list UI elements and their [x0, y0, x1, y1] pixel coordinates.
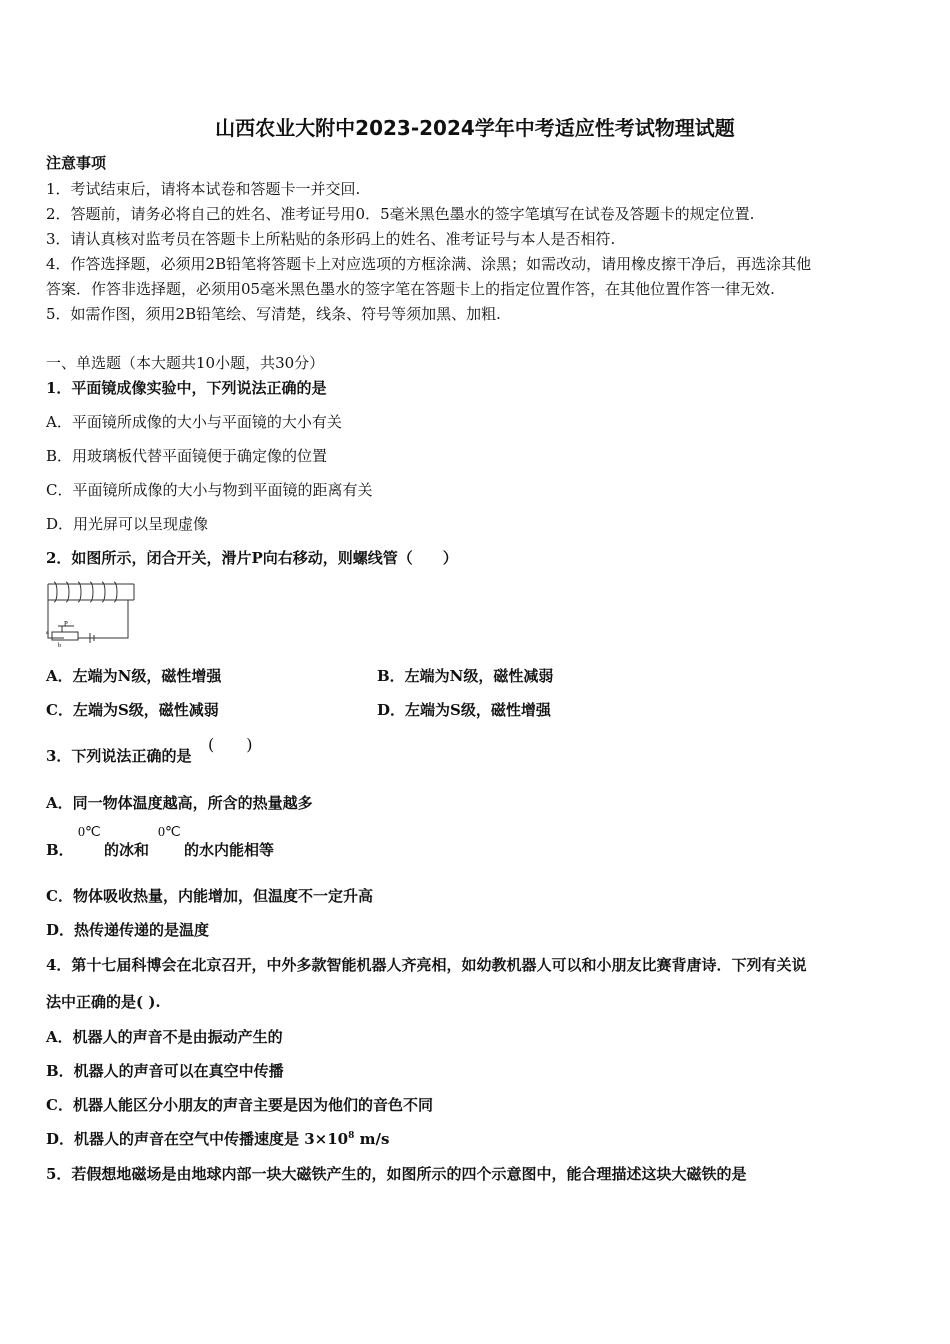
q5-stem: 5．若假想地磁场是由地球内部一块大磁铁产生的，如图所示的四个示意图中，能合理描述这块大磁铁的是: [46, 1165, 747, 1183]
q4-option-d-exponent: 8: [348, 1131, 355, 1141]
notice-item: 1．考试结束后，请将本试卷和答题卡一并交回.: [46, 180, 361, 198]
q3-option-b-temp-water: 0℃: [158, 825, 181, 840]
notice-item: 2．答题前，请务必将自己的姓名、准考证号用0．5毫米黑色墨水的签字笔填写在试卷及答题卡的规定位置.: [46, 205, 755, 223]
solenoid-circuit-figure: [44, 578, 138, 648]
q1-stem: 1．平面镜成像实验中，下列说法正确的是: [46, 379, 327, 397]
q3-option-b-end: 的水内能相等: [184, 841, 275, 859]
q3-stem: 3．下列说法正确的是: [46, 747, 192, 765]
q3-option-a: A．同一物体温度越高，所含的热量越多: [46, 794, 313, 812]
rheostat: [52, 632, 78, 640]
notice-item: 3．请认真核对监考员在答题卡上所粘贴的条形码上的姓名、准考证号与本人是否相符.: [46, 230, 616, 248]
page-title: 山西农业大附中2023-2024学年中考适应性考试物理试题: [215, 116, 735, 140]
notice-item: 5．如需作图，须用2B铅笔绘、写清楚，线条、符号等须加黑、加粗.: [46, 305, 501, 323]
q2-stem: 2．如图所示，闭合开关，滑片P向右移动，则螺线管（ ）: [46, 549, 458, 567]
q3-option-b-temp-ice: 0℃: [78, 825, 101, 840]
label-a: a: [46, 630, 49, 636]
q4-option-b: B．机器人的声音可以在真空中传播: [46, 1062, 284, 1080]
notice-item: 答案．作答非选择题，必须用05毫米黑色墨水的签字笔在答题卡上的指定位置作答，在其他位置作答一律无效.: [46, 280, 775, 298]
q2-option-d: D．左端为S级，磁性增强: [377, 701, 551, 719]
q3-option-b-mid: 的冰和: [104, 841, 150, 859]
section-heading: 一、单选题（本大题共10小题，共30分）: [46, 354, 325, 372]
label-b: b: [58, 643, 61, 648]
notice-item: 4．作答选择题，必须用2B铅笔将答题卡上对应选项的方框涂满、涂黑；如需改动，请用橡皮擦干净后，再选涂其他: [46, 255, 812, 273]
q3-answer-paren: ( ): [208, 735, 253, 754]
q4-option-a: A．机器人的声音不是由振动产生的: [46, 1028, 283, 1046]
q4-stem-line1: 4．第十七届科博会在北京召开，中外多款智能机器人齐亮相，如幼教机器人可以和小朋友比赛背唐诗．下列有关说: [46, 956, 807, 974]
q2-option-b: B．左端为N级，磁性减弱: [377, 667, 554, 685]
q3-option-b-label: B．: [46, 841, 74, 859]
q4-option-d: [46, 1128, 389, 1149]
q4-option-c: C．机器人能区分小朋友的声音主要是因为他们的音色不同: [46, 1096, 433, 1114]
q4-option-d-unit: m/s: [354, 1130, 390, 1148]
q1-option-a: A．平面镜所成像的大小与平面镜的大小有关: [46, 413, 342, 431]
q2-option-c: C．左端为S级，磁性减弱: [46, 701, 219, 719]
q2-option-a: A．左端为N级，磁性增强: [46, 667, 222, 685]
label-p: P: [64, 620, 68, 628]
q4-option-d-text: D．机器人的声音在空气中传播速度是 3×10: [46, 1130, 349, 1148]
q3-option-c: C．物体吸收热量，内能增加，但温度不一定升高: [46, 887, 373, 905]
q4-stem-line2: 法中正确的是( ).: [46, 993, 161, 1011]
q1-option-d: D．用光屏可以呈现虚像: [46, 515, 209, 533]
q3-option-d: D．热传递传递的是温度: [46, 921, 210, 939]
notice-heading: 注意事项: [46, 154, 107, 172]
q1-option-c: C．平面镜所成像的大小与物到平面镜的距离有关: [46, 481, 373, 499]
q1-option-b: B．用玻璃板代替平面镜便于确定像的位置: [46, 447, 328, 465]
solenoid-coil: [54, 582, 117, 602]
solenoid-core: [48, 584, 134, 600]
